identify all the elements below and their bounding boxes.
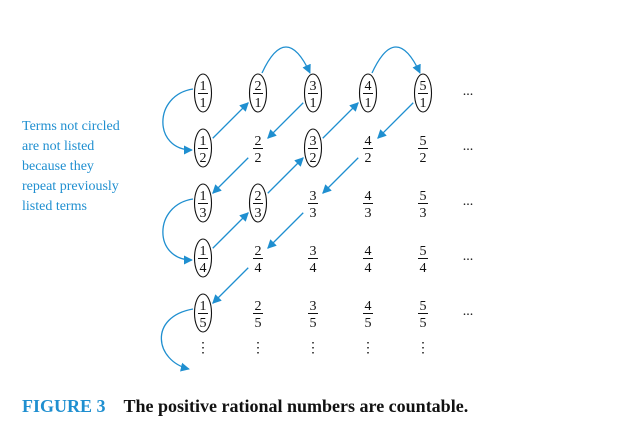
denominator: 1 bbox=[254, 96, 262, 111]
row-ellipsis: ... bbox=[462, 84, 474, 99]
denominator: 3 bbox=[199, 206, 207, 221]
column-ellipsis: ⋮ bbox=[251, 341, 265, 356]
path-arrow bbox=[163, 199, 193, 260]
fraction-cell bbox=[250, 74, 267, 112]
denominator: 5 bbox=[419, 316, 427, 331]
fraction-cell bbox=[195, 294, 212, 332]
fraction-cell bbox=[195, 129, 212, 167]
fraction-cell bbox=[305, 74, 322, 112]
note-line: Terms not circled bbox=[22, 119, 120, 134]
denominator: 4 bbox=[309, 261, 317, 276]
numerator: 4 bbox=[364, 134, 372, 149]
fraction-cell bbox=[418, 189, 428, 221]
denominator: 3 bbox=[254, 206, 262, 221]
numerator: 3 bbox=[309, 299, 317, 314]
denominator: 1 bbox=[199, 96, 207, 111]
fraction-cell bbox=[363, 244, 373, 276]
denominator: 2 bbox=[419, 151, 427, 166]
fraction-cell bbox=[363, 189, 373, 221]
fraction-cell bbox=[363, 134, 373, 166]
numerator: 2 bbox=[254, 134, 262, 149]
fraction-cell bbox=[195, 239, 212, 277]
numerator: 5 bbox=[419, 134, 427, 149]
caption-text: The positive rational numbers are countable. bbox=[123, 396, 469, 416]
column-ellipsis: ⋮ bbox=[196, 341, 210, 356]
row-ellipsis: ... bbox=[462, 249, 474, 264]
fraction-cells bbox=[195, 74, 474, 356]
row-ellipsis: ... bbox=[462, 304, 474, 319]
numerator: 1 bbox=[199, 189, 207, 204]
numerator: 5 bbox=[419, 79, 427, 94]
fraction-cell bbox=[360, 74, 377, 112]
numerator: 4 bbox=[364, 189, 372, 204]
denominator: 1 bbox=[419, 96, 427, 111]
column-ellipsis: ⋮ bbox=[361, 341, 375, 356]
fraction-cell bbox=[415, 74, 432, 112]
numerator: 5 bbox=[419, 244, 427, 259]
fraction-cell bbox=[253, 244, 263, 276]
numerator: 5 bbox=[419, 189, 427, 204]
path-arrow bbox=[268, 213, 304, 249]
path-arrow bbox=[378, 103, 414, 139]
fraction-cell bbox=[418, 299, 428, 331]
numerator: 2 bbox=[254, 299, 262, 314]
column-ellipsis: ⋮ bbox=[306, 341, 320, 356]
fraction-cell bbox=[363, 299, 373, 331]
numerator: 1 bbox=[199, 244, 207, 259]
denominator: 5 bbox=[309, 316, 317, 331]
path-arrow bbox=[213, 213, 249, 249]
denominator: 4 bbox=[199, 261, 207, 276]
denominator: 3 bbox=[419, 206, 427, 221]
numerator: 1 bbox=[199, 134, 207, 149]
figure-caption bbox=[22, 396, 468, 417]
fraction-cell bbox=[195, 184, 212, 222]
denominator: 3 bbox=[364, 206, 372, 221]
path-arrow bbox=[268, 103, 304, 139]
denominator: 4 bbox=[254, 261, 262, 276]
denominator: 1 bbox=[309, 96, 317, 111]
path-arrow bbox=[323, 103, 359, 139]
side-note bbox=[22, 117, 152, 217]
path-arrow bbox=[262, 47, 310, 73]
denominator: 1 bbox=[364, 96, 372, 111]
row-ellipsis: ... bbox=[462, 194, 474, 209]
note-line: listed terms bbox=[22, 199, 87, 214]
numerator: 1 bbox=[199, 299, 207, 314]
numerator: 3 bbox=[309, 134, 317, 149]
denominator: 3 bbox=[309, 206, 317, 221]
path-arrow bbox=[213, 103, 249, 139]
fraction-cell bbox=[418, 244, 428, 276]
path-arrow bbox=[372, 47, 420, 73]
denominator: 2 bbox=[199, 151, 207, 166]
denominator: 2 bbox=[254, 151, 262, 166]
denominator: 2 bbox=[309, 151, 317, 166]
row-ellipsis: ... bbox=[462, 139, 474, 154]
fraction-cell bbox=[308, 299, 318, 331]
numerator: 2 bbox=[254, 189, 262, 204]
numerator: 4 bbox=[364, 79, 372, 94]
denominator: 2 bbox=[364, 151, 372, 166]
path-arrow bbox=[323, 158, 359, 194]
denominator: 5 bbox=[364, 316, 372, 331]
denominator: 5 bbox=[199, 316, 207, 331]
fraction-cell bbox=[418, 134, 428, 166]
fraction-cell bbox=[253, 299, 263, 331]
fraction-cell bbox=[253, 134, 263, 166]
denominator: 4 bbox=[364, 261, 372, 276]
note-line: because they bbox=[22, 159, 94, 174]
figure-label: FIGURE 3 bbox=[22, 396, 106, 416]
path-arrow bbox=[213, 268, 249, 304]
numerator: 1 bbox=[199, 79, 207, 94]
note-line: are not listed bbox=[22, 139, 95, 154]
numerator: 3 bbox=[309, 79, 317, 94]
denominator: 4 bbox=[419, 261, 427, 276]
fraction-cell bbox=[250, 184, 267, 222]
fraction-cell bbox=[308, 244, 318, 276]
numerator: 3 bbox=[309, 189, 317, 204]
numerator: 4 bbox=[364, 299, 372, 314]
note-line: repeat previously bbox=[22, 179, 119, 194]
column-ellipsis: ⋮ bbox=[416, 341, 430, 356]
path-arrow bbox=[161, 309, 193, 369]
numerator: 2 bbox=[254, 244, 262, 259]
numerator: 5 bbox=[419, 299, 427, 314]
path-arrow bbox=[268, 158, 304, 194]
numerator: 2 bbox=[254, 79, 262, 94]
denominator: 5 bbox=[254, 316, 262, 331]
fraction-cell bbox=[308, 189, 318, 221]
path-arrow bbox=[163, 89, 193, 150]
numerator: 4 bbox=[364, 244, 372, 259]
numerator: 3 bbox=[309, 244, 317, 259]
fraction-cell bbox=[305, 129, 322, 167]
fraction-cell bbox=[195, 74, 212, 112]
path-arrow bbox=[213, 158, 249, 194]
